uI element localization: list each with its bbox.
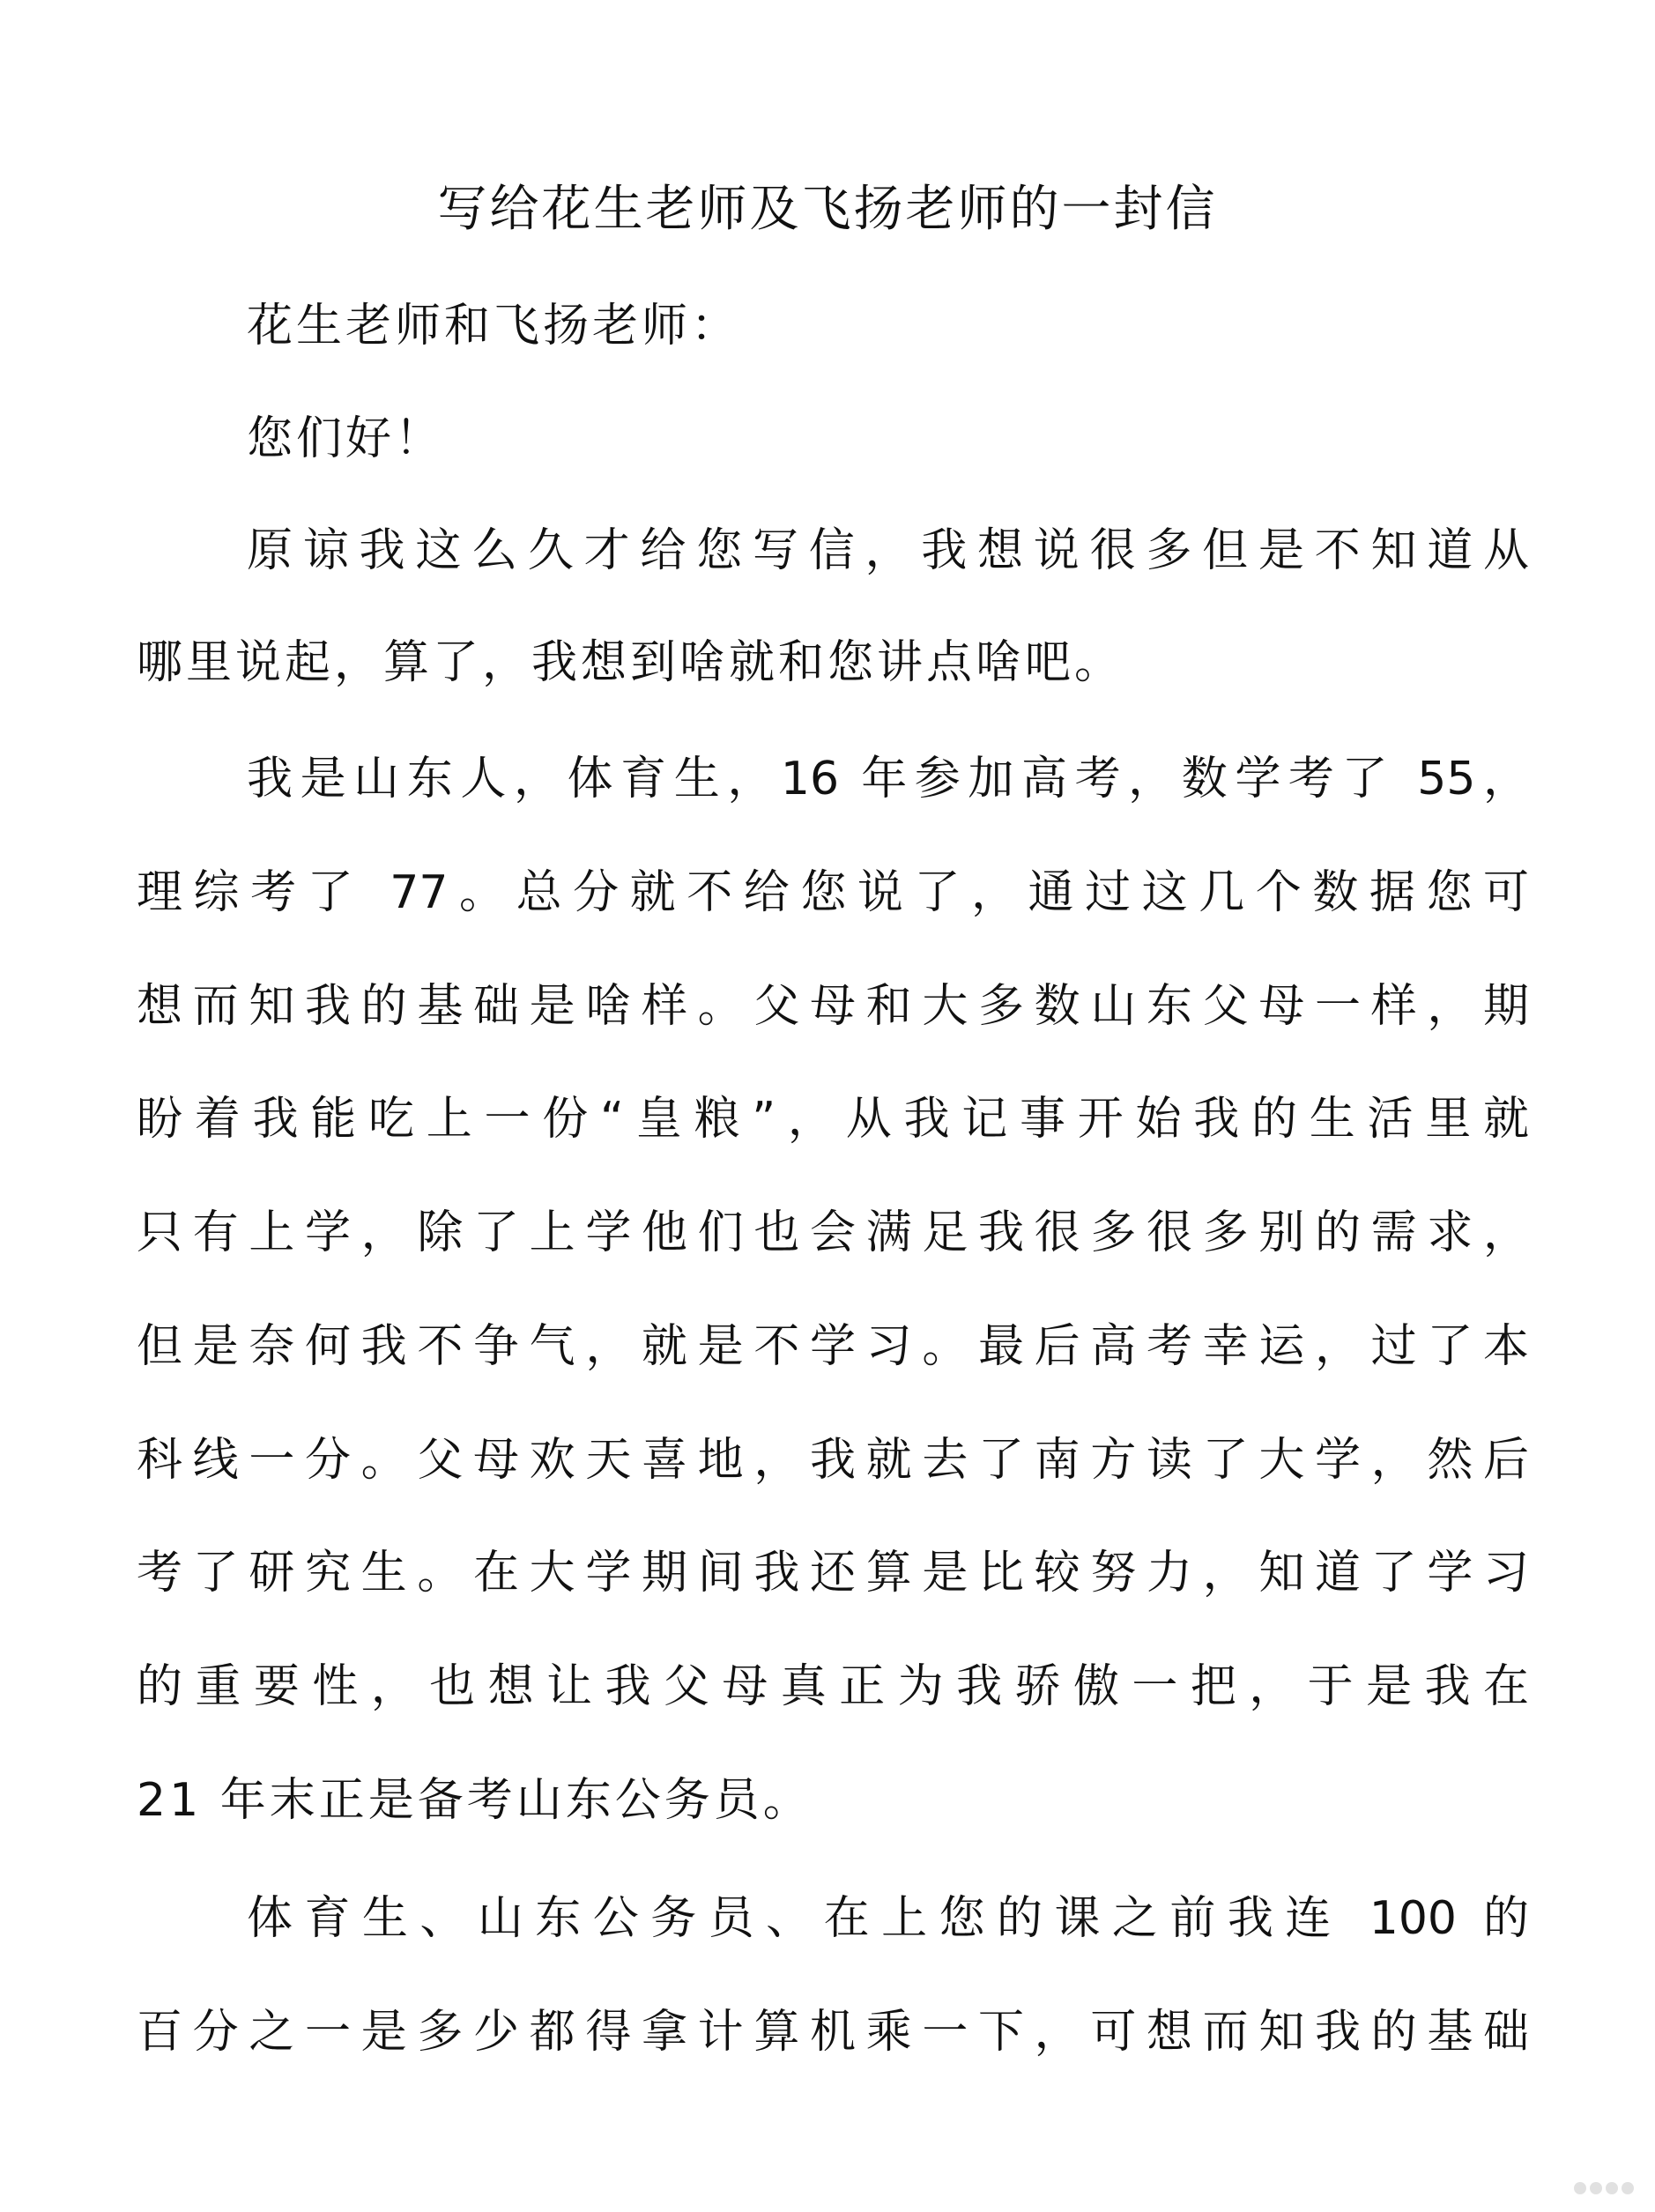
greeting: 您们好！ (247, 412, 445, 465)
dot-icon (1622, 2182, 1634, 2194)
dot-icon (1606, 2182, 1618, 2194)
paragraph-2-line-1: 我是山东人，体育生，16 年参加高考，数学考了 55， (247, 753, 1529, 805)
paragraph-2-line-10: 21 年末正是备考山东公务员。 (137, 1774, 813, 1827)
paragraph-2-line-5: 只有上学，除了上学他们也会满足我很多很多别的需求， (137, 1206, 1529, 1259)
letter-title: 写给花生老师及飞扬老师的一封信 (437, 181, 1218, 238)
paragraph-2-line-9: 的重要性，也想让我父母真正为我骄傲一把，于是我在 (137, 1660, 1529, 1713)
paragraph-2-line-8: 考了研究生。在大学期间我还算是比较努力，知道了学习 (137, 1547, 1529, 1600)
paragraph-1-line-2: 哪里说起，算了，我想到啥就和您讲点啥吧。 (137, 636, 1124, 689)
watermark-dots-icon (1549, 2180, 1634, 2196)
paragraph-2-line-6: 但是奈何我不争气，就是不学习。最后高考幸运，过了本 (137, 1320, 1529, 1373)
paragraph-1-line-1: 原谅我这么久才给您写信，我想说很多但是不知道从 (247, 524, 1529, 577)
paragraph-2-line-7: 科线一分。父母欢天喜地，我就去了南方读了大学，然后 (137, 1434, 1529, 1487)
paragraph-3-line-2: 百分之一是多少都得拿计算机乘一下，可想而知我的基础 (137, 2006, 1529, 2059)
paragraph-2-line-2: 理综考了 77。总分就不给您说了，通过这几个数据您可 (137, 866, 1529, 919)
paragraph-2-line-3: 想而知我的基础是啥样。父母和大多数山东父母一样，期 (137, 980, 1529, 1033)
paragraph-3-line-1: 体育生、山东公务员、在上您的课之前我连 100 的 (247, 1892, 1529, 1945)
dot-icon (1590, 2182, 1602, 2194)
salutation: 花生老师和飞扬老师： (247, 300, 741, 353)
dot-icon (1574, 2182, 1586, 2194)
paragraph-2-line-4: 盼着我能吃上一份“皇粮”，从我记事开始我的生活里就 (137, 1093, 1529, 1146)
